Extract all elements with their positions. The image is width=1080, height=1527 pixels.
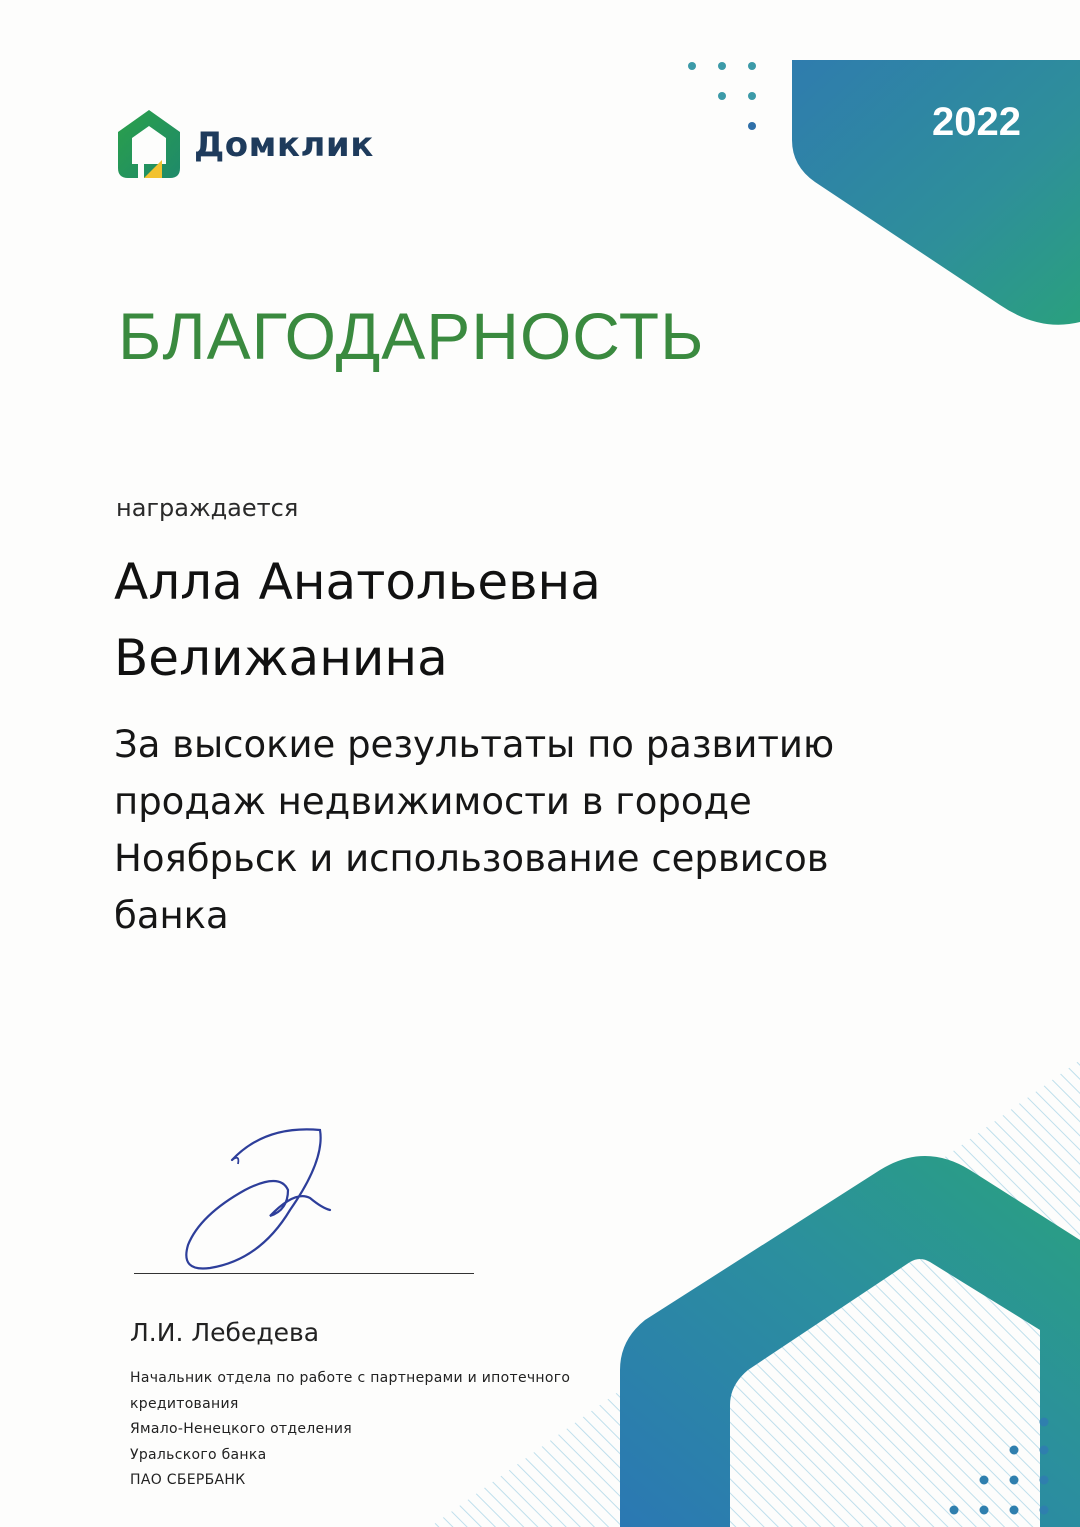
awarded-label: награждается (116, 494, 299, 522)
certificate-title: БЛАГОДАРНОСТЬ (118, 299, 705, 373)
signer-name: Л.И. Лебедева (130, 1318, 320, 1347)
recipient-name-line2: Велижанина (114, 629, 448, 687)
year-label: 2022 (932, 100, 1021, 144)
recipient-name (114, 544, 814, 696)
position-line: Ямало-Ненецкого отделения (130, 1421, 353, 1437)
handwritten-signature (170, 1120, 350, 1280)
recipient-name-line1: Алла Анатольевна (114, 553, 601, 611)
brand-name: Домклик (194, 125, 374, 165)
top-dots (688, 62, 756, 130)
position-line: Уральского банка (130, 1446, 267, 1463)
position-line: кредитования (130, 1395, 239, 1412)
signature-line (134, 1273, 474, 1274)
signer-position (130, 1366, 590, 1494)
brand-logo (116, 108, 374, 182)
award-reason: За высокие результаты по развитию продаж недвижимости в городе Ноябрьск и использование сервисов банка (114, 723, 835, 937)
domclick-house-icon (116, 108, 182, 182)
position-line: ПАО СБЕРБАНК (130, 1472, 246, 1488)
position-line: Начальник отдела по работе с партнерами и ипотечного (130, 1370, 571, 1386)
